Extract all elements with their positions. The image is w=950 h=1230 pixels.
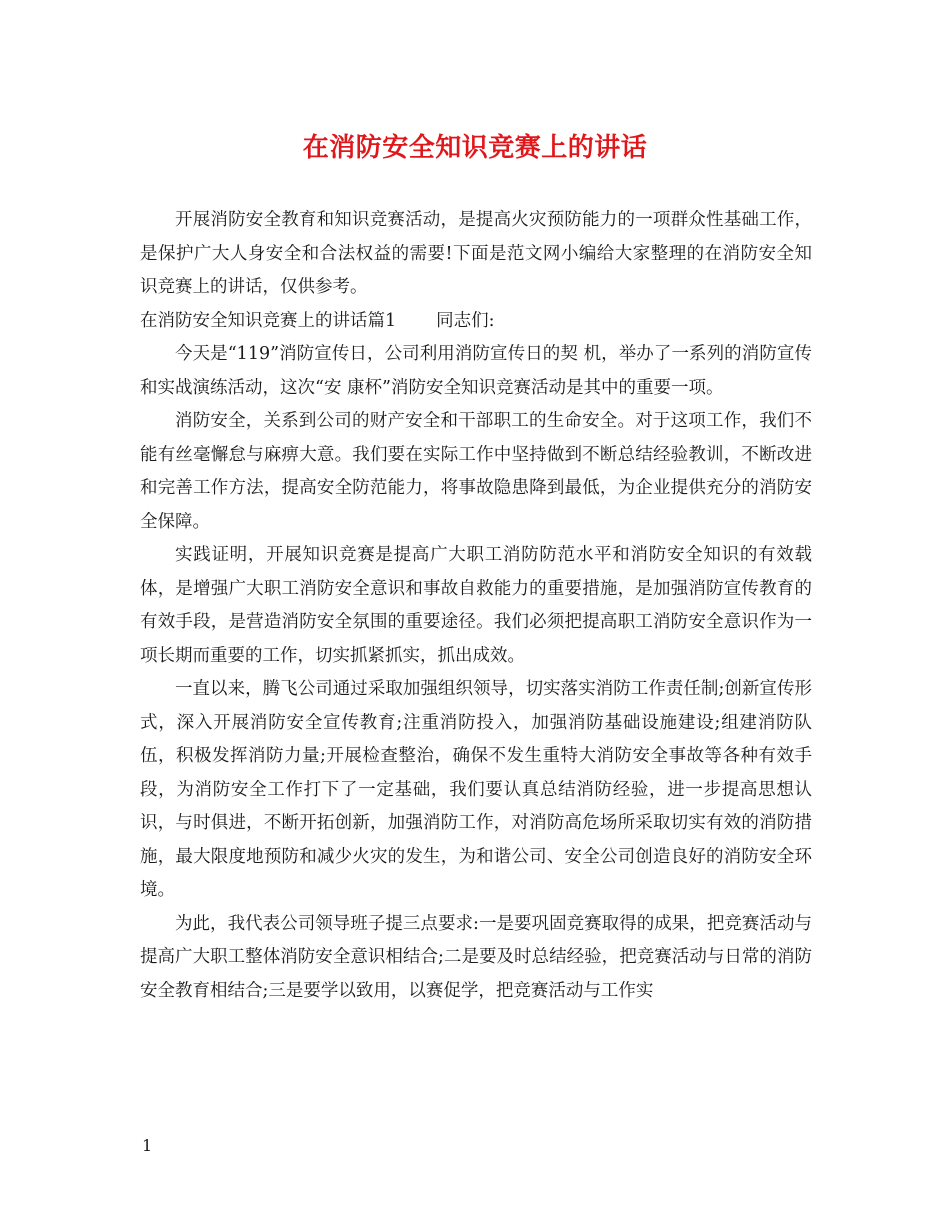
body-paragraph: 为此，我代表公司领导班子提三点要求:一是要巩固竞赛取得的成果，把竞赛活动与提高广大职工整体消防安全意识相结合;二是要及时总结经验，把竞赛活动与日常的消防安全教育相结合;三是要学以致用，以赛促学，把竞赛活动与工作实: [140, 913, 812, 1001]
document-title: 在消防安全知识竞赛上的讲话: [302, 133, 648, 163]
salutation: 同志们:: [436, 310, 495, 331]
body-paragraph: 一直以来，腾飞公司通过采取加强组织领导，切实落实消防工作责任制;创新宣传形式，深入开展消防安全宣传教育;注重消防投入，加强消防基础设施建设;组建消防队伍，积极发挥消防力量;开展检查整治，确保不发生重特大消防安全事故等各种有效手段，为消防安全工作打下了一定基础，我们要认真总结消防经验，进一步提高思想认识，与时俱进，不断开拓创新，加强消防工作，对消防高危场所采取切实有效的消防措施，最大限度地预防和减少火灾的发生，为和谐公司、安全公司创造良好的消防安全环境。: [140, 679, 812, 900]
page-number: 1: [142, 1136, 153, 1155]
document-body: [140, 204, 812, 1008]
body-paragraph: 实践证明，开展知识竞赛是提高广大职工消防防范水平和消防安全知识的有效载体，是增强广大职工消防安全意识和事故自救能力的重要措施，是加强消防宣传教育的有效手段，是营造消防安全氛围的重要途径。我们必须把提高职工消防安全意识作为一项长期而重要的工作，切实抓紧抓实，抓出成效。: [140, 545, 812, 666]
body-paragraph: 消防安全，关系到公司的财产安全和干部职工的生命安全。对于这项工作，我们不能有丝毫懈怠与麻痹大意。我们要在实际工作中坚持做到不断总结经验教训，不断改进和完善工作方法，提高安全防范能力，将事故隐患降到最低，为企业提供充分的消防安全保障。: [140, 411, 812, 532]
intro-paragraph: 开展消防安全教育和知识竞赛活动，是提高火灾预防能力的一项群众性基础工作，是保护广大人身安全和合法权益的需要!下面是范文网小编给大家整理的在消防安全知识竞赛上的讲话，仅供参考。: [140, 210, 812, 297]
section-heading-line: [140, 305, 812, 339]
body-paragraph: 今天是“119”消防宣传日，公司利用消防宣传日的契 机，举办了一系列的消防宣传和实战演练活动，这次“安 康杯”消防安全知识竞赛活动是其中的重要一项。: [140, 344, 812, 398]
section-heading: 在消防安全知识竞赛上的讲话篇1: [140, 310, 397, 331]
